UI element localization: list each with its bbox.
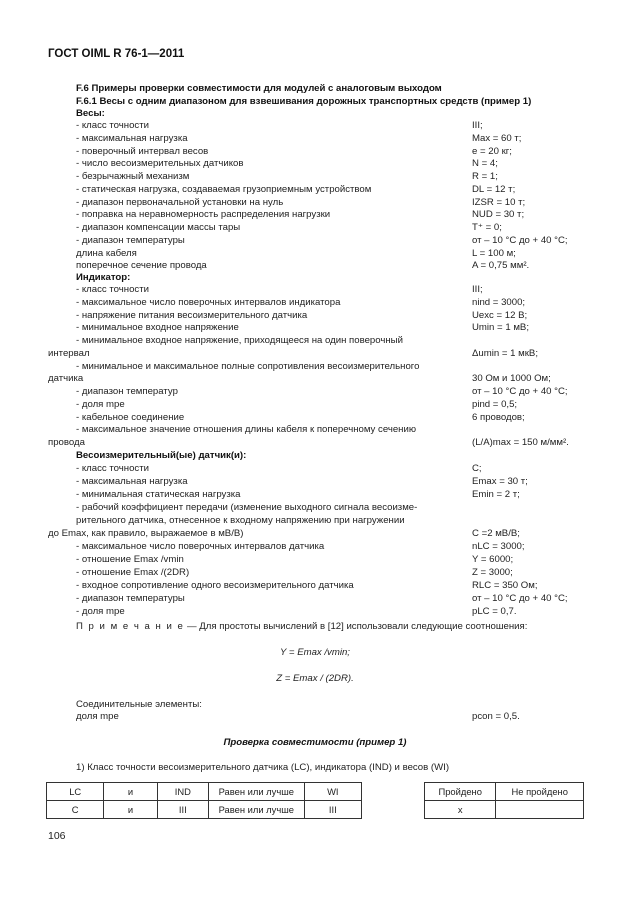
- class-comparison-table: [46, 782, 362, 819]
- parameter-row: [0, 476, 630, 489]
- parameter-row: [0, 567, 630, 580]
- parameter-label: - максимальная нагрузка: [76, 476, 188, 487]
- parameter-label: - класс точности: [76, 120, 149, 131]
- parameter-value: NUD = 30 т;: [472, 209, 525, 221]
- parameter-row: [0, 284, 630, 297]
- parameter-row: [0, 322, 630, 335]
- parameter-row: [0, 171, 630, 184]
- parameter-value: nLC = 3000;: [472, 541, 525, 552]
- parameter-label: - максимальное число поверочных интервалов датчика: [76, 541, 325, 552]
- parameter-row: [0, 197, 630, 210]
- parameter-row: [0, 361, 630, 374]
- table-cell: III: [304, 801, 361, 819]
- parameter-row: [0, 310, 630, 323]
- parameter-label: - поправка на неравномерность распределения нагрузки: [76, 209, 331, 221]
- parameter-value: Y = 6000;: [472, 554, 514, 565]
- parameter-value: от – 10 °С до + 40 °С;: [472, 234, 568, 246]
- document-header: ГОСТ OIML R 76-1—2011: [48, 48, 185, 60]
- table-row: [47, 801, 362, 819]
- parameter-row: [0, 209, 630, 222]
- loadcell-heading: Весоизмерительный(ые) датчик(и):: [76, 450, 247, 461]
- parameter-row: [0, 580, 630, 593]
- parameter-label: - число весоизмерительных датчиков: [76, 158, 244, 170]
- parameter-row: [0, 297, 630, 310]
- parameter-row: [0, 399, 630, 412]
- parameter-value: A = 0,75 мм².: [472, 260, 530, 272]
- parameter-label: - класс точности: [76, 284, 149, 295]
- parameter-label: - статическая нагрузка, создаваемая грузоприемным устройством: [76, 183, 372, 195]
- check-title: Проверка совместимости (пример 1): [223, 737, 407, 748]
- parameter-row: [0, 386, 630, 399]
- connecting-value: pcon = 0,5.: [472, 711, 520, 722]
- parameter-row: [0, 606, 630, 619]
- page-number: 106: [48, 830, 66, 842]
- parameter-label: - отношение Emax /(2DR): [76, 567, 190, 578]
- connecting-heading: Соединительные элементы:: [76, 699, 202, 710]
- table-cell-passed-header: Пройдено: [425, 783, 496, 801]
- table-row: [425, 783, 584, 801]
- table-cell: Равен или лучше: [209, 783, 305, 801]
- parameter-label: - диапазон температуры: [76, 593, 185, 604]
- parameter-label: - доля mpe: [76, 606, 125, 617]
- parameter-value: C =2 мВ/В;: [472, 528, 520, 539]
- parameter-value: RLC = 350 Ом;: [472, 580, 538, 591]
- parameter-row: [0, 248, 630, 261]
- parameter-label: - безрычажный механизм: [76, 171, 190, 182]
- parameter-row: [0, 133, 630, 146]
- parameter-value: N = 4;: [472, 158, 498, 170]
- parameter-row: [0, 489, 630, 502]
- parameter-value: pind = 0,5;: [472, 398, 518, 410]
- parameter-label: интервал: [48, 347, 90, 359]
- parameter-label: - отношение Emax /vmin: [76, 554, 184, 565]
- table-cell: Равен или лучше: [209, 801, 305, 819]
- parameter-value: от – 10 °С до + 40 °С;: [472, 593, 568, 604]
- parameter-label: - максимальное число поверочных интервалов индикатора: [76, 296, 341, 308]
- parameter-value: (L/A)max = 150 м/мм².: [472, 437, 569, 448]
- table-cell: III: [157, 801, 208, 819]
- parameter-value: 6 проводов;: [472, 411, 525, 423]
- table-cell: IND: [157, 783, 208, 801]
- parameter-label: - диапазон температур: [76, 386, 178, 397]
- parameter-label: - кабельное соединение: [76, 411, 185, 423]
- parameter-value: Uexc = 12 В;: [472, 309, 528, 321]
- subsection-title: F.6.1 Весы с одним диапазоном для взвешивания дорожных транспортных средств (пример 1): [76, 96, 532, 107]
- table-cell-failed-header: Не пройдено: [496, 783, 584, 801]
- parameter-value: T⁺ = 0;: [472, 222, 502, 233]
- parameter-row: [0, 373, 630, 386]
- parameter-value: Emin = 2 т;: [472, 489, 520, 500]
- formula-z: Z = Emax / (2DR).: [276, 673, 354, 684]
- parameter-label: - доля mpe: [76, 398, 125, 410]
- parameter-value: Max = 60 т;: [472, 132, 522, 144]
- parameter-value: e = 20 кг;: [472, 145, 512, 157]
- parameter-value: IZSR = 10 т;: [472, 196, 526, 208]
- note: [76, 621, 527, 632]
- parameter-label: - поверочный интервал весов: [76, 145, 209, 157]
- parameter-label: - максимальная нагрузка: [76, 132, 188, 144]
- parameter-value: R = 1;: [472, 171, 498, 182]
- parameter-value: Emax = 30 т;: [472, 476, 528, 487]
- parameter-value: nind = 3000;: [472, 296, 526, 308]
- table-cell: C: [47, 801, 104, 819]
- scales-heading: Весы:: [76, 108, 105, 119]
- parameter-row: [0, 502, 630, 515]
- table-row: [425, 801, 584, 819]
- parameter-row: [0, 158, 630, 171]
- parameter-label: - максимальное значение отношения длины кабеля к поперечному сечению: [76, 424, 417, 436]
- table-cell: WI: [304, 783, 361, 801]
- parameter-row: [0, 412, 630, 425]
- parameter-label: датчика: [48, 373, 84, 385]
- parameter-label: - минимальная статическая нагрузка: [76, 489, 241, 500]
- parameter-value: от – 10 °С до + 40 °С;: [472, 386, 568, 397]
- parameter-label: - рабочий коэффициент передачи (изменение выходного сигнала весоизме-: [76, 502, 418, 513]
- table-row: [47, 783, 362, 801]
- parameter-value: L = 100 м;: [472, 247, 516, 259]
- parameter-value: III;: [472, 120, 483, 131]
- parameter-row: [0, 593, 630, 606]
- parameter-row: [0, 120, 630, 133]
- parameter-value: Z = 3000;: [472, 567, 513, 578]
- parameter-row: [0, 463, 630, 476]
- parameter-label: провода: [48, 437, 85, 448]
- table-cell: LC: [47, 783, 104, 801]
- parameter-row: [0, 146, 630, 159]
- parameter-row: [0, 348, 630, 361]
- parameter-row: [0, 335, 630, 348]
- parameter-label: до Emax, как правило, выражаемое в мВ/В): [48, 528, 244, 539]
- table-cell: и: [104, 801, 157, 819]
- parameter-row: [0, 184, 630, 197]
- parameter-row: [0, 235, 630, 248]
- parameter-label: - минимальное входное напряжение: [76, 322, 239, 334]
- parameter-value: III;: [472, 284, 483, 295]
- table-cell-failed-mark: [496, 801, 584, 819]
- table-cell: и: [104, 783, 157, 801]
- parameter-label: - диапазон температуры: [76, 234, 185, 246]
- parameter-label: - входное сопротивление одного весоизмерительного датчика: [76, 580, 354, 591]
- parameter-row: [0, 515, 630, 528]
- parameter-label: - диапазон компенсации массы тары: [76, 222, 241, 233]
- parameter-value: C;: [472, 463, 482, 474]
- item-1-text: 1) Класс точности весоизмерительного датчика (LC), индикатора (IND) и весов (WI): [76, 762, 450, 773]
- note-text: — Для простоты вычислений в [12] использовали следующие соотношения:: [184, 621, 528, 632]
- parameter-label: поперечное сечение провода: [76, 260, 207, 272]
- connecting-label: доля mpe: [76, 711, 119, 722]
- parameter-label: - напряжение питания весоизмерительного датчика: [76, 309, 308, 321]
- parameter-row: [0, 424, 630, 437]
- parameter-value: 30 Ом и 1000 Ом;: [472, 373, 551, 385]
- formula-y: Y = Emax /vmin;: [280, 647, 350, 658]
- parameter-row: [0, 437, 630, 450]
- parameter-value: DL = 12 т;: [472, 183, 516, 195]
- parameter-label: - класс точности: [76, 463, 149, 474]
- note-prefix: П р и м е ч а н и е: [76, 621, 185, 632]
- parameter-value: pLC = 0,7.: [472, 606, 517, 617]
- indicator-heading: Индикатор:: [76, 272, 131, 283]
- parameter-row: [0, 222, 630, 235]
- parameter-row: [0, 554, 630, 567]
- parameter-label: - минимальное и максимальное полные сопротивления весоизмерительного: [76, 360, 420, 372]
- parameter-label: рительного датчика, отнесенное к входному напряжению при нагружении: [76, 515, 405, 526]
- parameter-row: [0, 541, 630, 554]
- parameter-label: - минимальное входное напряжение, приходящееся на один поверочный: [76, 335, 403, 346]
- section-title: F.6 Примеры проверки совместимости для модулей с аналоговым выходом: [76, 83, 442, 94]
- table-cell-passed-mark: x: [425, 801, 496, 819]
- parameter-label: - диапазон первоначальной установки на нуль: [76, 196, 284, 208]
- parameter-row: [0, 528, 630, 541]
- parameter-value: Δumin = 1 мкВ;: [472, 347, 538, 359]
- parameter-label: длина кабеля: [76, 247, 137, 259]
- parameter-value: Umin = 1 мВ;: [472, 322, 529, 334]
- result-table: [424, 782, 584, 819]
